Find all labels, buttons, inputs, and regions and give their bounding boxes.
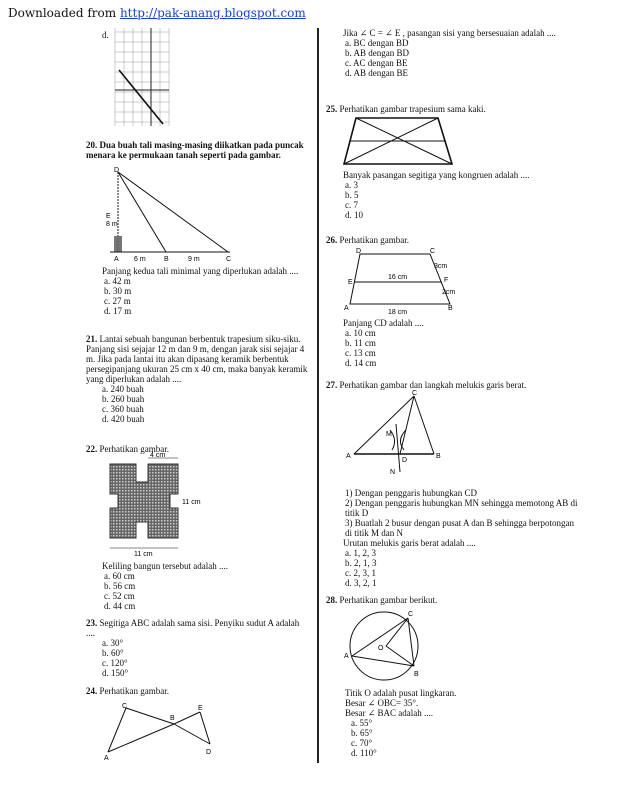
q26-option-b[interactable]: b. 11 cm [345,338,376,348]
q22-option-d[interactable]: d. 44 cm [104,601,136,611]
q27-label-d: D [402,457,408,464]
q26: 26. Perhatikan gambar. [326,235,409,245]
q24-label-a: A [104,755,109,762]
q28-label-b: B [414,671,419,678]
q24-label-b: B [170,715,175,722]
q28-option-b[interactable]: b. 65° [351,728,373,738]
q20-label-d: D [114,167,120,174]
q28-label-a: A [344,653,349,660]
q21-option-b[interactable]: b. 260 buah [102,394,145,404]
q24-prompt: Jika ∠ C = ∠ E , pasangan sisi yang bersesuaian adalah .... [343,28,556,38]
q28-answers [343,688,583,758]
q26-figure [342,246,462,316]
q24-label-e: E [198,705,203,712]
q22-label-top: 4 cm [150,452,166,459]
q28-prompt-1: Titik O adalah pusat lingkaran. [345,688,457,698]
download-banner [8,6,306,20]
q25-answers [343,170,583,220]
q27-label-a: A [346,453,351,460]
q28-prompt-2: Besar ∠ OBC= 35°. [345,698,419,708]
q22-prompt: Keliling bangun tersebut adalah .... [102,561,228,571]
q26-option-a[interactable]: a. 10 cm [345,328,376,338]
q23-option-d[interactable]: d. 150° [102,668,129,678]
q22-label-side: 11 cm [182,499,201,506]
q27-prompt: Urutan melukis garis berat adalah .... [343,538,476,548]
q26-label-d: D [356,248,362,255]
q28: 28. Perhatikan gambar berikut. [326,595,438,605]
banner-prefix: Downloaded from [8,6,120,20]
q27-option-d[interactable]: d. 3, 2, 1 [345,578,377,588]
q28-label-c: C [408,611,414,618]
q27-option-b[interactable]: b. 2, 1, 3 [345,558,377,568]
q24-option-b[interactable]: b. AB dengan BD [345,48,409,58]
q24-figure [104,700,224,762]
q22-option-b[interactable]: b. 56 cm [104,581,136,591]
q27: 27. Perhatikan gambar dan langkah melukis garis berat. [326,380,527,390]
q27-step-2: 2) Dengan penggaris hubungkan MN sehingga memotong AB di titik D [345,498,578,518]
q22-option-a[interactable]: a. 60 cm [104,571,135,581]
q22-label-bottom: 11 cm [134,551,153,558]
q28-option-c[interactable]: c. 70° [351,738,373,748]
q27-option-c[interactable]: c. 2, 3, 1 [345,568,376,578]
q27-text: Perhatikan gambar dan langkah melukis garis berat. [339,380,527,390]
q25-figure [342,116,454,166]
banner-link[interactable]: http://pak-anang.blogspot.com [119,6,306,20]
q21-option-a[interactable]: a. 240 buah [102,384,144,394]
q22-answers [102,561,308,611]
q26-label-b: B [448,305,453,312]
q25-option-c[interactable]: c. 7 [345,200,358,210]
q20-label-c: C [226,256,232,263]
q20-label-b: B [164,256,169,263]
column-divider [317,28,319,763]
q25-option-a[interactable]: a. 3 [345,180,358,190]
q19-graph [115,28,170,128]
q20-prompt: Panjang kedua tali minimal yang diperlukan adalah .... [102,266,299,276]
q25-prompt: Banyak pasangan segitiga yang kongruen adalah .... [343,170,530,180]
q20-label-a: A [114,256,119,263]
q20-option-c[interactable]: c. 27 m [104,296,131,306]
q25: 25. Perhatikan gambar trapesium sama kaki. [326,104,486,114]
q22-option-c[interactable]: c. 52 cm [104,591,135,601]
q21-option-d[interactable]: d. 420 buah [102,414,145,424]
q27-label-b: B [436,453,441,460]
q20-label-e: E [106,213,111,220]
q26-label-c: C [430,248,436,255]
q26-label-ef: 16 cm [388,274,408,281]
q28-prompt-3: Besar ∠ BAC adalah .... [345,708,434,718]
q25-text: Perhatikan gambar trapesium sama kaki. [339,104,486,114]
q24-option-a[interactable]: a. BC dengan BD [345,38,409,48]
q28-figure [344,606,426,684]
q26-option-d[interactable]: d. 14 cm [345,358,377,368]
q27-label-c: C [412,390,418,397]
q26-label-e: E [348,279,353,286]
q26-label-a: A [344,305,349,312]
q27-step-1: 1) Dengan penggaris hubungkan CD [345,488,477,498]
q23-text: Segitiga ABC adalah sama sisi. Penyiku sudut A adalah .... [86,618,300,638]
q28-option-d[interactable]: d. 110° [351,748,377,758]
q26-label-ab: 18 cm [388,309,408,316]
q24-option-c[interactable]: c. AC dengan BE [345,58,408,68]
q26-text: Perhatikan gambar. [339,235,409,245]
q24-option-d[interactable]: d. AB dengan BE [345,68,408,78]
q20-text: Dua buah tali masing-masing diikatkan pada puncak menara ke permukaan tanah seperti pada gambar. [86,140,304,160]
q26-answers [343,318,583,368]
q22: 22. Perhatikan gambar. [86,444,169,454]
q24-label-c: C [122,703,128,710]
q20-label-9m: 9 m [188,256,200,263]
q26-option-c[interactable]: c. 13 cm [345,348,376,358]
q23-option-a[interactable]: a. 30° [102,638,124,648]
q20-option-b[interactable]: b. 30 m [104,286,132,296]
q28-option-a[interactable]: a. 55° [351,718,373,728]
q21: 21. Lantai sebuah bangunan berbentuk trapesium siku-siku. Panjang sisi sejajar 12 m dan 9 m, dengan jarak sisi sejajar 4 m. Jika pada lantai itu akan dipasang keramik berbentuk persegipanjang ukuran 25 cm x 40 cm, maka banyak keramik yang diperlukan adalah .... a. 240 buah b. 260 buah c. 360 buah d. 420 buah [86,334,308,424]
q27-option-a[interactable]: a. 1, 2, 3 [345,548,376,558]
q20-figure [104,166,234,262]
q23: 23. Segitiga ABC adalah sama sisi. Penyiku sudut A adalah .... a. 30° b. 60° c. 120° d. 150° [86,618,308,678]
q21-text: Lantai sebuah bangunan berbentuk trapesium siku-siku. Panjang sisi sejajar 12 m dan 9 m, dengan jarak sisi sejajar 4 m. Jika pada lantai itu akan dipasang keramik berbentuk persegipanjang ukuran 25 cm x 40 cm, maka banyak keramik yang diperlukan adalah .... [86,334,308,384]
q24-text: Perhatikan gambar. [99,686,169,696]
q23-option-b[interactable]: b. 60° [102,648,124,658]
q20-option-a[interactable]: a. 42 m [104,276,131,286]
q25-option-b[interactable]: b. 5 [345,190,359,200]
q22-text: Perhatikan gambar. [99,444,169,454]
q27-label-n: N [390,469,396,476]
q23-option-c[interactable]: c. 120° [102,658,128,668]
q20-option-d[interactable]: d. 17 m [104,306,132,316]
q24-label-d: D [206,749,212,756]
q24: 24. Perhatikan gambar. [86,686,169,696]
q20-answers [102,266,308,316]
q22-figure [104,454,224,558]
q27-figure [346,390,446,476]
q27-label-m: M [386,431,392,438]
q28-text: Perhatikan gambar berikut. [339,595,438,605]
q26-label-f: F [444,277,449,284]
q27-step-3: 3) Buatlah 2 busur dengan pusat A dan B sehingga berpotongan di titik M dan N [345,518,574,538]
q20: 20. Dua buah tali masing-masing diikatkan pada puncak menara ke permukaan tanah seperti pada gambar. [86,140,304,160]
q20-label-len: 8 m [106,221,118,228]
q24-continuation [343,28,583,78]
q26-prompt: Panjang CD adalah .... [343,318,424,328]
q20-label-6m: 6 m [134,256,146,263]
q27-answers [343,488,583,588]
q25-option-d[interactable]: d. 10 [345,210,363,220]
q28-label-o: O [378,645,384,652]
q26-label-fb: 2cm [442,289,456,296]
q21-option-c[interactable]: c. 360 buah [102,404,144,414]
q26-label-cf: 3cm [434,263,448,270]
q19-option-d-label: d. [102,30,109,40]
